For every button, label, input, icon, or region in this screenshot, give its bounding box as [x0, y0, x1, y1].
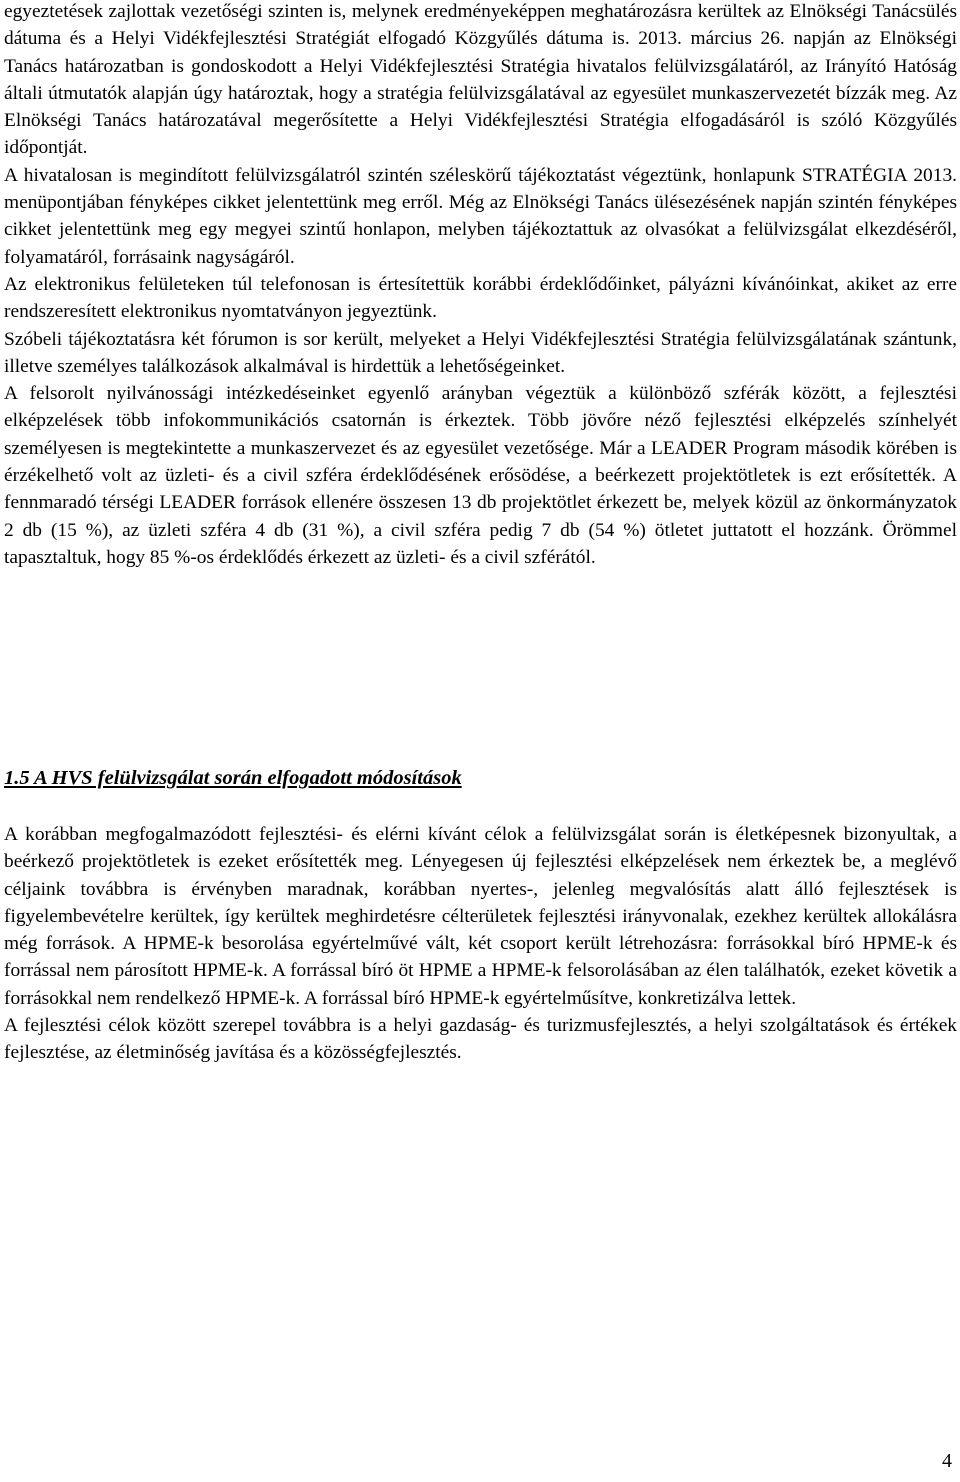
paragraph: egyeztetések zajlottak vezetőségi szinten is, melynek eredményeképpen meghatározásra kerültek az Elnökségi Tanácsülés dátuma és a Helyi Vidékfejlesztési Stratégiát elfogadó Közgyűlés dátuma is. 2013. március 26. napján az Elnökségi Tanács határozatban is gondoskodott a Helyi Vidékfejlesztési Stratégia hivatalos felülvizsgálatáról, az Irányító Hatóság általi útmutatók alapján úgy határoztak, hogy a stratégia felülvizsgálatával az egyesület munkaszervezetét bízzák meg. Az Elnökségi Tanács határozatával megerősítette a Helyi Vidékfejlesztési Stratégia elfogadásáról is szóló Közgyűlés időpontját. [4, 1, 957, 159]
paragraph: A felsorolt nyilvánossági intézkedéseinket egyenlő arányban végeztük a különböző szférák között, a fejlesztési elképzelések több infokommunikációs csatornán is érkeztek. Több jövőre néző fejlesztési elképzelés színhelyét személyesen is megtekintette a munkaszervezet és az egyesület vezetősége. Már a LEADER Program második körében is érzékelhető volt az üzleti- és a civil szféra érdeklődésének erősödése, a beérkezett projektötletek is ezt erősítették. A fennmaradó térségi LEADER források ellenére összesen 13 db projektötlet érkezett be, melyek közül az önkormányzatok 2 db (15 %), az üzleti szféra 4 db (31 %), a civil szféra pedig 7 db (54 %) ötletet juttatott el hozzánk. Örömmel tapasztaltuk, hogy 85 %-os érdeklődés érkezett az üzleti- és a civil szférától. [4, 383, 957, 568]
body-text-bottom [4, 821, 957, 1067]
page-number: 4 [942, 1450, 952, 1472]
body-text-top [4, 0, 957, 571]
paragraph: Szóbeli tájékoztatásra két fórumon is sor került, melyeket a Helyi Vidékfejlesztési Stratégia felülvizsgálatának szántunk, illetve személyes találkozások alkalmával is hirdettük a lehetőségeinket. [4, 328, 957, 377]
paragraph: A fejlesztési célok között szerepel továbbra is a helyi gazdaság- és turizmusfejlesztés, a helyi szolgáltatások és értékek fejlesztése, az életminőség javítása és a közösségfejlesztés. [4, 1015, 957, 1064]
section-heading: 1.5 A HVS felülvizsgálat során elfogadott módosítások [4, 767, 462, 789]
paragraph: Az elektronikus felületeken túl telefonosan is értesítettük korábbi érdeklődőinket, pályázni kívánóinkat, akiket az erre rendszeresített elektronikus nyomtatványon jegyeztünk. [4, 273, 957, 323]
paragraph: A korábban megfogalmazódott fejlesztési- és elérni kívánt célok a felülvizsgálat során is életképesnek bizonyultak, a beérkező projektötletek is ezeket erősítették meg. Lényegesen új fejlesztési elképzelések nem érkeztek be, a meglévő céljaink továbbra is érvényben maradnak, korábban nyertes-, jelenleg megvalósítás alatt álló fejlesztések is figyelembevételre kerültek, így kerültek meghirdetésre célterületek fejlesztési irányvonalak, ezekhez kerültek allokálásra még források. A HPME-k besorolása egyértelművé vált, két csoport került létrehozásra: forrásokkal bíró HPME-k és forrással nem párosított HPME-k. A forrással bíró öt HPME a HPME-k felsorolásában az élen találhatók, ezeket követik a forrásokkal nem rendelkező HPME-k. A forrással bíró HPME-k egyértelműsítve, konkretizálva lettek. [4, 824, 957, 1009]
paragraph: A hivatalosan is megindított felülvizsgálatról szintén széleskörű tájékoztatást végeztünk, honlapunk STRATÉGIA 2013. menüpontjában fényképes cikket jelentettünk meg erről. Még az Elnökségi Tanács ülésezésének napján szintén fényképes cikket jelentettünk meg egy megyei szintű honlapon, melyben tájékoztattuk az olvasókat a felülvizsgálat elkezdéséről, folyamatáról, forrásaink nagyságáról. [4, 164, 957, 268]
